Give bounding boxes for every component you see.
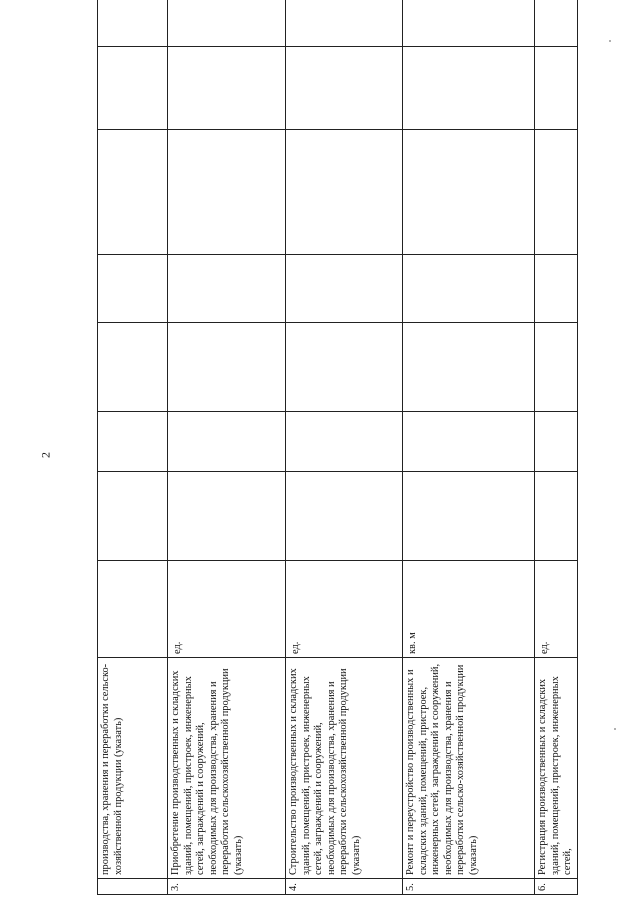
empty-cell (403, 472, 535, 561)
empty-cell (98, 130, 168, 255)
empty-cell (535, 47, 578, 130)
empty-cell (403, 323, 535, 412)
empty-cell (168, 323, 286, 412)
row-description (98, 658, 168, 879)
empty-cell (403, 130, 535, 255)
empty-cell (168, 47, 286, 130)
table-rotator (97, 60, 574, 895)
empty-cell (286, 0, 403, 47)
row-description-text: Приобретение производственных и складских зданий, помещений, пристроек, инженерных сетей, заграждений и сооружений, необходимых для производства, хранения и переработки сельскохозяйственной продукции (указать) (170, 668, 244, 875)
row-unit: ед. (286, 561, 403, 658)
scan-artifact (609, 40, 611, 42)
row-description-text: Регистрация производственных и складских зданий, помещений, пристроек, инженерных сетей, (537, 676, 574, 875)
empty-cell (98, 0, 168, 47)
row-description-text: Ремонт и переустройство производственных и складских зданий, помещений, пристроек, инженерных сетей, заграждений и сооружений, необходимых для производства, хранения и переработки сельско-хозяйственной продукции (указать) (405, 663, 479, 875)
empty-cell (535, 323, 578, 412)
table-row (403, 0, 535, 895)
row-description (535, 658, 578, 879)
row-number: 4. (286, 879, 403, 895)
row-number (98, 879, 168, 895)
table-row (168, 0, 286, 895)
empty-cell (286, 255, 403, 323)
empty-cell (168, 0, 286, 47)
empty-cell (98, 323, 168, 412)
empty-cell (286, 47, 403, 130)
empty-cell (535, 472, 578, 561)
row-unit: кв. м (403, 561, 535, 658)
page-number: 2 (38, 452, 53, 458)
data-table (97, 0, 578, 895)
row-description-text: производства, хранения и переработки сельско-хозяйственной продукции (указать) (100, 663, 124, 875)
row-number: 5. (403, 879, 535, 895)
row-description-text: Строительство производственных и складских зданий, помещений, пристроек, инженерных сетей, заграждений и сооружений, необходимых для производства, хранения и переработки сельскохозяйственной продукции (указать) (288, 668, 362, 875)
scan-artifact (614, 728, 616, 730)
row-number: 6. (535, 879, 578, 895)
row-number: 3. (168, 879, 286, 895)
empty-cell (168, 472, 286, 561)
table-row (98, 0, 168, 895)
empty-cell (286, 412, 403, 472)
empty-cell (286, 472, 403, 561)
empty-cell (98, 255, 168, 323)
empty-cell (535, 130, 578, 255)
row-unit (98, 561, 168, 658)
empty-cell (286, 323, 403, 412)
rotated-table-region (97, 60, 574, 895)
empty-cell (403, 412, 535, 472)
empty-cell (286, 130, 403, 255)
empty-cell (168, 255, 286, 323)
row-unit: ед. (168, 561, 286, 658)
empty-cell (98, 472, 168, 561)
empty-cell (168, 130, 286, 255)
empty-cell (403, 255, 535, 323)
row-unit: ед. (535, 561, 578, 658)
empty-cell (403, 0, 535, 47)
row-description (168, 658, 286, 879)
row-description (286, 658, 403, 879)
table-row (535, 0, 578, 895)
empty-cell (535, 412, 578, 472)
empty-cell (98, 412, 168, 472)
empty-cell (98, 47, 168, 130)
empty-cell (535, 0, 578, 47)
row-description (403, 658, 535, 879)
empty-cell (403, 47, 535, 130)
empty-cell (535, 255, 578, 323)
table-row (286, 0, 403, 895)
empty-cell (168, 412, 286, 472)
